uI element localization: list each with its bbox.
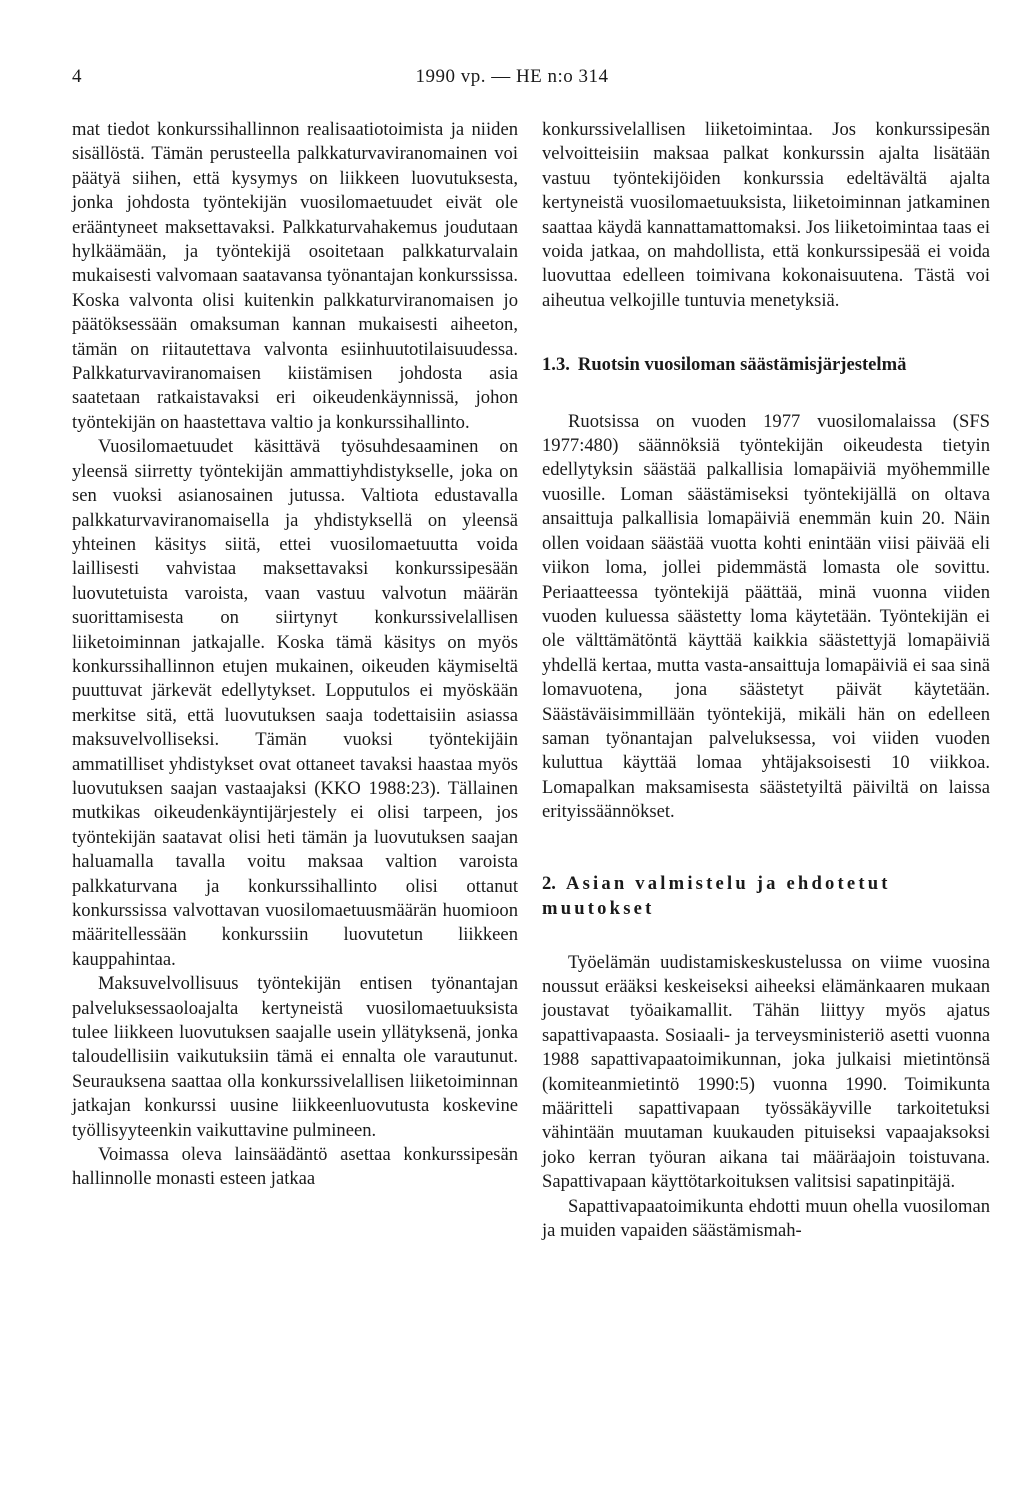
paragraph: mat tiedot konkurssihallinnon realisaatiotoimista ja niiden sisällöstä. Tämän perusteella palkkaturvaviranomainen voi päätyä siihen, että kysymys on liikkeen luovutuksesta, jonka johdosta työntekijän vuosilomaetuudet eivät ole erääntyneet maksettavaksi. Palkkaturvahakemus joudutaan hylkäämään, ja työntekijä osoitetaan palkkaturvalain mukaisesti valvomaan saatavansa työnantajan konkurssissa. Koska valvonta olisi kuitenkin palkkaturviranomaisen jo päätöksessään omaksuman kannan mukaisesti aiheeton, tämän on riitautettava valvonta esiinhuutotilaisuudessa. Palkkaturvaviranomaisen kiistämisen johdosta asia saatetaan ratkaistavaksi eri oikeudenkäynnissä, johon työntekijän on haastettava valtio ja konkurssihallinto.: [72, 119, 518, 433]
paragraph: Maksuvelvollisuus työntekijän entisen työnantajan palveluksessaoloajalta kertyneistä vuosilomaetuuksista tulee liikkeen luovutuksen saajalle usein yllätyksenä, jonka taloudellisiin vaikutuksiin tämä ei ennalta ole varautunut. Seurauksena saattaa olla konkurssivelallisen liiketoiminnan jatkajan konkurssi uusine liikkeenluovutusta koskevine työllisyyteenkin vaikuttavine pulmineen.: [72, 973, 518, 1141]
right-column: [542, 118, 990, 1243]
page-number: 4: [72, 66, 82, 87]
section-heading-1-3: [542, 353, 990, 377]
paragraph: Työelämän uudistamiskeskustelussa on viime vuosina noussut erääksi keskeiseksi aiheeksi elämänkaaren mukaan joustavat työaikamallit. Tähän liittyy myös ajatus sapattivapaasta. Sosiaali- ja terveysministeriö asetti vuonna 1988 sapattivapaatoimikunnan, joka julkaisi mietintönsä (komiteanmietintö 1990:5) vuonna 1990. Toimikunta määritteli sapattivapaan työssäkäyville tarkoitetuksi vähintään muutaman kuukauden pituiseksi vapaajaksoksi joko kerran työuran aikana tai määräajoin toistuvana. Sapattivapaan käyttötarkoituksen valitsisi sapatinpitäjä.: [542, 951, 990, 1193]
paragraph: Sapattivapaatoimikunta ehdotti muun ohella vuosiloman ja muiden vapaiden säästämismah-: [542, 1195, 990, 1242]
section-heading-2: [542, 871, 990, 921]
paragraph: Voimassa oleva lainsäädäntö asettaa konkurssipesän hallinnolle monasti esteen jatkaa: [72, 1144, 518, 1190]
running-title: 1990 vp. — HE n:o 314: [415, 66, 609, 87]
page-header: [72, 66, 952, 96]
paragraph: Ruotsissa on vuoden 1977 vuosilomalaissa (SFS 1977:480) säännöksiä työntekijän oikeudesta tietyin edellytyksin säästää palkallisia lomapäiviä myöhemmille vuosille. Loman säästämiseksi työntekijällä on oltava ansaittuja palkallisia lomapäiviä enemmän kuin 20. Näin ollen voidaan säästää vuotta kohti enintään viisi päivää eli viikon loma, jollei pidemmästä lomasta ole sovittu. Periaatteessa työntekijä päättää, minä vuonna viiden vuoden kuluessa säästetty loma käytetään. Työntekijän ei ole välttämätöntä käyttää kaikkia säästettyjä lomapäiviä yhdellä kertaa, mutta vasta-ansaittuja lomapäiviä ei saa sinä lomavuotena, jona säästetyt päivät käytetään. Säästäväisimmillään työntekijä, mikäli hän on edelleen saman työnantajan palveluksessa, voi viiden vuoden kuluttua käyttää lomaa yhtäjaksoisesti 10 viikkoa. Lomapalkan maksamisesta säästetyiltä päiviltä on laissa erityissäännökset.: [542, 410, 990, 823]
section-number: 2.: [542, 872, 556, 894]
section-title: Ruotsin vuosiloman säästämisjärjestelmä: [577, 354, 907, 376]
section-number: 1.3.: [542, 354, 570, 376]
left-column: [72, 118, 518, 1192]
paragraph: konkurssivelallisen liiketoimintaa. Jos konkurssipesän velvoitteisiin maksaa palkat konkurssin ajalta lisätään vastuu työntekijöiden konkurssia edeltävältä ajalta kertyneistä vuosilomaetuuksista, liiketoiminnan jatkaminen saattaa käydä kannattamattomaksi. Jos liiketoimintaa taas ei voida jatkaa, on mahdollista, että konkurssipesää ei voida luovuttaa edelleen toimivana kokonaisuutena. Tästä voi aiheutua velkojille tuntuvia menetyksiä.: [542, 119, 990, 311]
section-title: Asian valmistelu ja ehdotetut muutokset: [542, 872, 891, 919]
paragraph: Vuosilomaetuudet käsittävä työsuhdesaaminen on yleensä siirretty työntekijän ammattiyhdistykselle, joka on sen vuoksi asianosainen jutussa. Valtiota edustavalla palkkaturvaviranomaisella ja yhdistyksellä on yleensä yhteinen käsitys siitä, ettei vuosilomaetuutta voida laillisesti vahvistaa maksettavaksi konkurssipesään luovutetuista varoista, vaan vastuu valvotun määrän suorittamisesta on siirtynyt konkurssivelallisen liiketoiminnan jatkajalle. Koska tämä käsitys on myös konkurssihallinnon etujen mukainen, oikeuden käymiseltä puuttuvat järkevät edellytykset. Lopputulos ei myöskään merkitse sitä, että luovutuksen saaja todettaisiin asiassa maksuvelvolliseksi. Tämän vuoksi työntekijäin ammatilliset yhdistykset ovat ottaneet tavaksi haastaa myös luovutuksen saajan vastaajaksi (KKO 1988:23). Tällainen mutkikas oikeudenkäyntijärjestely ei olisi tarpeen, jos työntekijän saatavat olisi heti tämän ja luovutuksen saajan haluamalla tavalla voitu maksaa valtion varoista palkkaturvana ja konkurssihallinto olisi ottanut konkurssissa valvottavan vuosilomaetuusmäärän huomioon määritellessään konkurssiin luovutetun liikkeen kauppahintaa.: [72, 436, 518, 970]
